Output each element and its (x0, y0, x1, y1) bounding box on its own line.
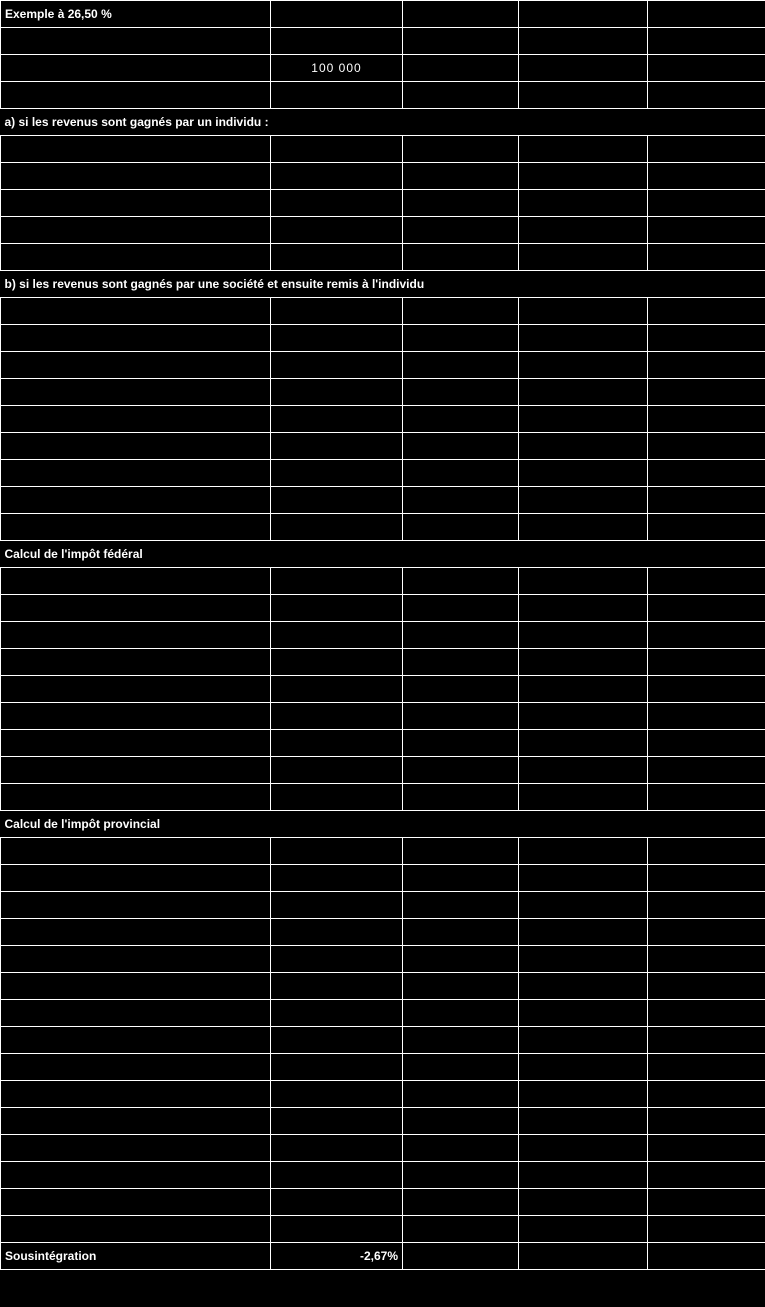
table-row[interactable] (1, 136, 765, 163)
table-row[interactable] (1, 298, 765, 325)
cell[interactable] (271, 757, 403, 784)
cell[interactable] (271, 460, 403, 487)
cell[interactable] (403, 514, 519, 541)
cell[interactable] (403, 1135, 519, 1162)
table-row[interactable] (1, 190, 765, 217)
cell[interactable] (403, 217, 519, 244)
cell[interactable] (271, 136, 403, 163)
cell[interactable] (648, 946, 765, 973)
cell[interactable] (403, 1081, 519, 1108)
table-row[interactable] (1, 568, 765, 595)
cell[interactable] (648, 406, 765, 433)
table-row[interactable] (1, 514, 765, 541)
cell[interactable] (519, 703, 648, 730)
table-row[interactable] (1, 838, 765, 865)
table-row[interactable] (1, 703, 765, 730)
cell[interactable] (271, 190, 403, 217)
cell[interactable] (519, 325, 648, 352)
cell[interactable] (1, 973, 271, 1000)
cell[interactable] (403, 622, 519, 649)
cell[interactable] (271, 298, 403, 325)
cell[interactable] (648, 298, 765, 325)
cell[interactable] (519, 784, 648, 811)
cell[interactable] (271, 352, 403, 379)
table-row[interactable] (1, 352, 765, 379)
cell[interactable] (271, 1, 403, 28)
cell[interactable] (1, 1189, 271, 1216)
cell[interactable] (648, 568, 765, 595)
cell[interactable] (403, 487, 519, 514)
table-row[interactable] (1, 919, 765, 946)
section-header-federal-tax (1, 541, 765, 568)
cell[interactable] (271, 244, 403, 271)
cell[interactable] (648, 757, 765, 784)
cell[interactable] (648, 514, 765, 541)
table-row[interactable] (1, 1135, 765, 1162)
table-row[interactable] (1, 460, 765, 487)
table-row[interactable] (1, 217, 765, 244)
cell[interactable] (271, 784, 403, 811)
cell[interactable] (403, 1162, 519, 1189)
cell[interactable] (1, 190, 271, 217)
cell[interactable] (271, 946, 403, 973)
cell[interactable] (648, 919, 765, 946)
table-row[interactable] (1, 946, 765, 973)
cell[interactable] (519, 622, 648, 649)
cell[interactable] (648, 1027, 765, 1054)
cell[interactable] (1, 946, 271, 973)
cell[interactable] (519, 514, 648, 541)
cell[interactable] (403, 676, 519, 703)
cell[interactable] (519, 55, 648, 82)
cell[interactable] (271, 1081, 403, 1108)
cell[interactable] (271, 595, 403, 622)
cell[interactable] (271, 703, 403, 730)
section-header-label: Calcul de l'impôt fédéral (1, 541, 765, 568)
cell[interactable] (648, 217, 765, 244)
cell[interactable] (519, 1243, 648, 1270)
cell[interactable] (1, 55, 271, 82)
cell[interactable] (271, 1108, 403, 1135)
cell[interactable] (271, 163, 403, 190)
cell[interactable] (1, 136, 271, 163)
cell[interactable] (519, 163, 648, 190)
cell[interactable] (1, 1162, 271, 1189)
cell[interactable] (271, 1027, 403, 1054)
cell[interactable] (1, 892, 271, 919)
result-label: Sousintégration (1, 1243, 271, 1270)
table-row[interactable] (1, 163, 765, 190)
cell[interactable] (403, 946, 519, 973)
section-header-label: b) si les revenus sont gagnés par une société et ensuite remis à l'individu (1, 271, 765, 298)
cell[interactable] (1, 82, 271, 109)
section-header-provincial-tax (1, 811, 765, 838)
cell[interactable] (271, 919, 403, 946)
cell[interactable] (403, 1054, 519, 1081)
cell[interactable] (519, 676, 648, 703)
table-row[interactable] (1, 1054, 765, 1081)
cell[interactable] (519, 730, 648, 757)
table-row[interactable] (1, 784, 765, 811)
cell[interactable] (1, 568, 271, 595)
cell[interactable] (1, 730, 271, 757)
table-row[interactable] (1, 1000, 765, 1027)
table-row[interactable] (1, 892, 765, 919)
cell[interactable] (648, 892, 765, 919)
cell[interactable] (271, 514, 403, 541)
cell[interactable] (519, 892, 648, 919)
cell[interactable] (271, 730, 403, 757)
cell[interactable] (519, 460, 648, 487)
table-row[interactable] (1, 676, 765, 703)
cell[interactable] (403, 1108, 519, 1135)
cell[interactable] (519, 568, 648, 595)
cell[interactable] (271, 379, 403, 406)
cell[interactable] (648, 163, 765, 190)
cell[interactable] (271, 622, 403, 649)
cell[interactable] (271, 1135, 403, 1162)
cell[interactable] (519, 1189, 648, 1216)
cell[interactable] (403, 136, 519, 163)
cell[interactable] (271, 1054, 403, 1081)
cell[interactable] (403, 865, 519, 892)
cell[interactable] (648, 1135, 765, 1162)
cell[interactable] (271, 28, 403, 55)
cell[interactable] (648, 784, 765, 811)
cell[interactable] (1, 1000, 271, 1027)
cell[interactable] (403, 919, 519, 946)
cell[interactable] (1, 487, 271, 514)
table-row[interactable] (1, 55, 765, 82)
cell[interactable] (1, 1135, 271, 1162)
cell[interactable] (1, 1108, 271, 1135)
cell[interactable] (271, 649, 403, 676)
cell[interactable] (519, 919, 648, 946)
income-input-cell[interactable]: 100 000 (271, 55, 403, 82)
cell[interactable] (271, 406, 403, 433)
table-row[interactable] (1, 1081, 765, 1108)
cell[interactable] (648, 433, 765, 460)
section-header-individual (1, 109, 765, 136)
cell[interactable] (648, 973, 765, 1000)
cell[interactable] (1, 352, 271, 379)
cell[interactable] (1, 433, 271, 460)
cell[interactable] (648, 838, 765, 865)
cell[interactable] (271, 568, 403, 595)
cell[interactable] (403, 568, 519, 595)
cell[interactable] (648, 1162, 765, 1189)
section-header-label: Calcul de l'impôt provincial (1, 811, 765, 838)
cell[interactable] (519, 406, 648, 433)
cell[interactable] (648, 379, 765, 406)
cell[interactable] (519, 757, 648, 784)
cell[interactable] (403, 460, 519, 487)
cell[interactable] (403, 433, 519, 460)
cell[interactable] (519, 244, 648, 271)
cell[interactable] (648, 190, 765, 217)
result-value[interactable]: -2,67% (271, 1243, 403, 1270)
cell[interactable] (403, 82, 519, 109)
cell[interactable] (648, 1108, 765, 1135)
cell[interactable] (1, 1027, 271, 1054)
table-row[interactable] (1, 973, 765, 1000)
cell[interactable] (648, 487, 765, 514)
cell[interactable] (403, 1, 519, 28)
spreadsheet-body (1, 1, 765, 1270)
cell[interactable] (403, 757, 519, 784)
cell[interactable] (648, 1189, 765, 1216)
cell[interactable] (271, 865, 403, 892)
cell[interactable] (1, 703, 271, 730)
cell[interactable] (1, 298, 271, 325)
cell[interactable] (403, 730, 519, 757)
cell[interactable] (403, 1243, 519, 1270)
cell[interactable] (271, 433, 403, 460)
cell[interactable] (519, 649, 648, 676)
cell[interactable] (648, 55, 765, 82)
table-row[interactable] (1, 865, 765, 892)
table-row[interactable] (1, 28, 765, 55)
cell[interactable] (1, 244, 271, 271)
table-row[interactable] (1, 1027, 765, 1054)
cell[interactable] (403, 190, 519, 217)
table-row[interactable] (1, 487, 765, 514)
cell[interactable] (403, 163, 519, 190)
cell[interactable] (1, 1054, 271, 1081)
cell[interactable] (1, 406, 271, 433)
table-row[interactable] (1, 1108, 765, 1135)
cell[interactable] (1, 595, 271, 622)
cell[interactable] (648, 460, 765, 487)
table-row[interactable] (1, 622, 765, 649)
cell[interactable] (271, 892, 403, 919)
cell[interactable] (519, 190, 648, 217)
cell[interactable] (648, 136, 765, 163)
cell[interactable] (1, 838, 271, 865)
table-row[interactable] (1, 1216, 765, 1243)
cell[interactable] (519, 217, 648, 244)
cell[interactable] (271, 1162, 403, 1189)
cell[interactable] (519, 1162, 648, 1189)
cell[interactable] (403, 1000, 519, 1027)
cell[interactable] (1, 676, 271, 703)
cell[interactable] (271, 325, 403, 352)
cell[interactable] (648, 244, 765, 271)
cell[interactable] (519, 1081, 648, 1108)
table-row[interactable] (1, 244, 765, 271)
page-title: Exemple à 26,50 % (1, 1, 271, 28)
cell[interactable] (1, 622, 271, 649)
table-row[interactable] (1, 406, 765, 433)
cell[interactable] (648, 730, 765, 757)
cell[interactable] (519, 379, 648, 406)
cell[interactable] (1, 1216, 271, 1243)
table-row-result[interactable] (1, 1243, 765, 1270)
cell[interactable] (403, 28, 519, 55)
cell[interactable] (403, 838, 519, 865)
cell[interactable] (519, 136, 648, 163)
cell[interactable] (1, 28, 271, 55)
cell[interactable] (519, 433, 648, 460)
cell[interactable] (1, 217, 271, 244)
table-row[interactable] (1, 325, 765, 352)
section-header-label: a) si les revenus sont gagnés par un individu : (1, 109, 765, 136)
cell[interactable] (648, 325, 765, 352)
table-row[interactable] (1, 1162, 765, 1189)
cell[interactable] (1, 865, 271, 892)
cell[interactable] (519, 973, 648, 1000)
cell[interactable] (519, 1108, 648, 1135)
cell[interactable] (403, 892, 519, 919)
cell[interactable] (519, 595, 648, 622)
table-row[interactable] (1, 730, 765, 757)
cell[interactable] (271, 82, 403, 109)
cell[interactable] (1, 514, 271, 541)
cell[interactable] (648, 1243, 765, 1270)
cell[interactable] (648, 1081, 765, 1108)
cell[interactable] (271, 487, 403, 514)
cell[interactable] (271, 838, 403, 865)
cell[interactable] (648, 352, 765, 379)
cell[interactable] (648, 865, 765, 892)
section-header-corporation (1, 271, 765, 298)
cell[interactable] (1, 757, 271, 784)
cell[interactable] (403, 784, 519, 811)
cell[interactable] (403, 1189, 519, 1216)
cell[interactable] (403, 1027, 519, 1054)
cell[interactable] (648, 649, 765, 676)
cell[interactable] (648, 1054, 765, 1081)
cell[interactable] (519, 1054, 648, 1081)
cell[interactable] (519, 298, 648, 325)
cell[interactable] (403, 379, 519, 406)
cell[interactable] (648, 1000, 765, 1027)
cell[interactable] (519, 82, 648, 109)
cell[interactable] (403, 595, 519, 622)
cell[interactable] (1, 460, 271, 487)
cell[interactable] (648, 28, 765, 55)
table-row[interactable] (1, 595, 765, 622)
cell[interactable] (403, 649, 519, 676)
cell[interactable] (648, 1216, 765, 1243)
table-row[interactable] (1, 1, 765, 28)
table-row[interactable] (1, 757, 765, 784)
cell[interactable] (1, 649, 271, 676)
cell[interactable] (403, 55, 519, 82)
cell[interactable] (519, 838, 648, 865)
table-row[interactable] (1, 649, 765, 676)
table-row[interactable] (1, 433, 765, 460)
cell[interactable] (648, 703, 765, 730)
cell[interactable] (648, 595, 765, 622)
cell[interactable] (519, 1135, 648, 1162)
cell[interactable] (519, 28, 648, 55)
cell[interactable] (519, 1216, 648, 1243)
cell[interactable] (519, 1027, 648, 1054)
cell[interactable] (403, 352, 519, 379)
cell[interactable] (519, 352, 648, 379)
cell[interactable] (648, 622, 765, 649)
cell[interactable] (403, 406, 519, 433)
cell[interactable] (271, 217, 403, 244)
cell[interactable] (519, 1000, 648, 1027)
cell[interactable] (1, 784, 271, 811)
cell[interactable] (271, 676, 403, 703)
cell[interactable] (648, 676, 765, 703)
cell[interactable] (403, 973, 519, 1000)
cell[interactable] (519, 1, 648, 28)
cell[interactable] (519, 865, 648, 892)
cell[interactable] (1, 379, 271, 406)
table-row[interactable] (1, 82, 765, 109)
cell[interactable] (403, 325, 519, 352)
cell[interactable] (403, 703, 519, 730)
cell[interactable] (648, 1, 765, 28)
cell[interactable] (403, 1216, 519, 1243)
cell[interactable] (1, 325, 271, 352)
cell[interactable] (271, 1000, 403, 1027)
table-row[interactable] (1, 379, 765, 406)
cell[interactable] (1, 919, 271, 946)
cell[interactable] (271, 973, 403, 1000)
cell[interactable] (403, 244, 519, 271)
table-row[interactable] (1, 1189, 765, 1216)
cell[interactable] (648, 82, 765, 109)
cell[interactable] (271, 1189, 403, 1216)
cell[interactable] (1, 163, 271, 190)
cell[interactable] (403, 298, 519, 325)
cell[interactable] (519, 487, 648, 514)
cell[interactable] (519, 946, 648, 973)
cell[interactable] (271, 1216, 403, 1243)
cell[interactable] (1, 1081, 271, 1108)
